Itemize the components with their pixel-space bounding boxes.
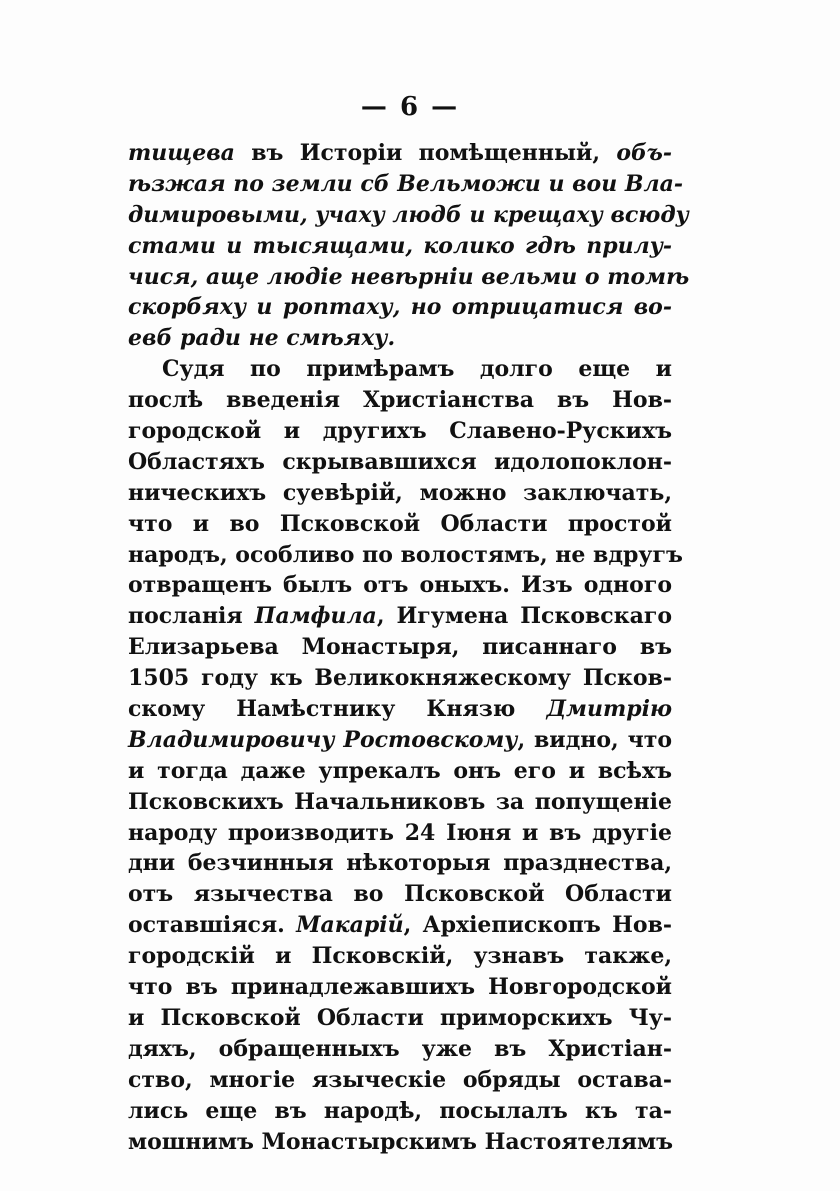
text-line <box>128 1127 672 1158</box>
text-line <box>128 478 672 509</box>
text-line <box>128 663 672 694</box>
text-segment: мошнимъ Монастырскимъ Настоятелямъ <box>128 1128 673 1155</box>
text-line <box>128 1065 672 1096</box>
text-line <box>128 416 672 447</box>
page-number: — 6 — <box>360 92 460 122</box>
text-segment: отвращенъ былъ отъ оныхъ. Изъ одного <box>128 572 672 599</box>
text-line <box>128 292 672 323</box>
text-line <box>128 323 672 354</box>
text-line <box>128 1003 672 1034</box>
text-segment: посланія <box>128 603 255 630</box>
text-segment: городскій и Псковскій, узнавъ также, <box>128 943 672 970</box>
italic-text-segment: ѣзжая по земли сб Вельможи и вои Вла- <box>128 170 683 197</box>
text-segment: ническихъ суевѣрій, можно заключать, <box>128 479 672 506</box>
text-line <box>128 972 672 1003</box>
text-line <box>128 1096 672 1127</box>
italic-text-segment: скорбяху и роптаху, но отрицатися во- <box>128 294 672 321</box>
text-line <box>128 725 672 756</box>
text-segment: ство, многіе языческіе обряды остава- <box>128 1066 672 1093</box>
text-segment: Псковскихъ Начальниковъ за попущеніе <box>128 788 672 815</box>
text-segment: послѣ введенія Христіанства въ Нов- <box>128 387 672 414</box>
text-line <box>128 385 672 416</box>
text-line <box>128 262 690 293</box>
italic-text-segment: тищева <box>128 140 235 166</box>
text-line <box>128 632 672 663</box>
text-segment: и Псковской Области приморскихъ Чу- <box>128 1004 672 1031</box>
text-segment: Судя по примѣрамъ долго еще и <box>162 356 672 383</box>
text-segment: , Архіепископъ Нов- <box>403 912 673 939</box>
text-line <box>128 570 672 601</box>
text-line <box>128 354 672 385</box>
italic-text-segment: Памфила <box>254 603 377 630</box>
text-segment: что въ принадлежавшихъ Новгородской <box>128 974 672 1001</box>
text-line <box>128 910 672 941</box>
text-line <box>128 540 683 571</box>
text-line <box>128 756 672 787</box>
text-segment: дни безчинныя нѣкоторыя празднества, <box>128 850 672 877</box>
text-segment: лись еще въ народѣ, посылалъ къ та- <box>128 1097 672 1124</box>
text-segment: городской и другихъ Славено-Рускихъ <box>128 418 672 445</box>
text-line <box>128 447 672 478</box>
text-segment: , видно, что <box>517 726 672 753</box>
italic-text-segment: евб ради не смѣяху. <box>128 325 396 352</box>
text-segment: отъ язычества во Псковской Области <box>128 881 672 908</box>
text-line <box>128 941 672 972</box>
italic-text-segment: димировыми, учаху людб и крещаху всюду <box>128 201 689 228</box>
italic-text-segment: объ- <box>616 140 672 166</box>
text-line <box>128 200 689 231</box>
text-segment: оставшіяся. <box>128 912 297 939</box>
text-segment: Елизарьева Монастыря, писаннаго въ <box>128 634 672 661</box>
text-line <box>128 601 672 632</box>
italic-text-segment: Владимировичу Ростовскому <box>128 726 518 753</box>
text-segment: дяхъ, обращенныхъ уже въ Христіан- <box>128 1035 672 1062</box>
text-segment: въ Исторіи помѣщенный, <box>234 140 617 166</box>
body-text <box>128 138 690 1157</box>
italic-text-segment: Макарій <box>296 912 404 939</box>
italic-text-segment: стами и тысящами, колико гдѣ прилу- <box>128 232 672 259</box>
text-line <box>128 509 672 540</box>
text-segment: народу производить 24 Іюня и въ другіе <box>128 819 672 846</box>
text-line <box>128 848 672 879</box>
text-segment: и тогда даже упрекалъ онъ его и всѣхъ <box>128 757 672 784</box>
text-line <box>128 169 683 200</box>
text-line <box>128 138 672 169</box>
text-segment: скому Намѣстнику Князю <box>128 696 547 723</box>
text-segment: 1505 году къ Великокняжескому Псков- <box>128 665 672 692</box>
text-segment: народъ, особливо по волостямъ, не вдругъ <box>128 541 683 568</box>
text-line <box>128 694 672 725</box>
text-line <box>128 1034 672 1065</box>
text-line <box>128 879 672 910</box>
text-line <box>128 818 672 849</box>
italic-text-segment: Дмитрію <box>546 696 672 723</box>
text-segment: Областяхъ скрывавшихся идолопоклон- <box>128 448 672 475</box>
text-line <box>128 231 672 262</box>
text-line <box>128 787 672 818</box>
italic-text-segment: чися, аще людіе невѣрніи вельми о томѣ <box>128 263 690 290</box>
text-segment: что и во Псковской Области простой <box>128 510 672 537</box>
text-segment: , Игумена Псковскаго <box>376 603 672 630</box>
